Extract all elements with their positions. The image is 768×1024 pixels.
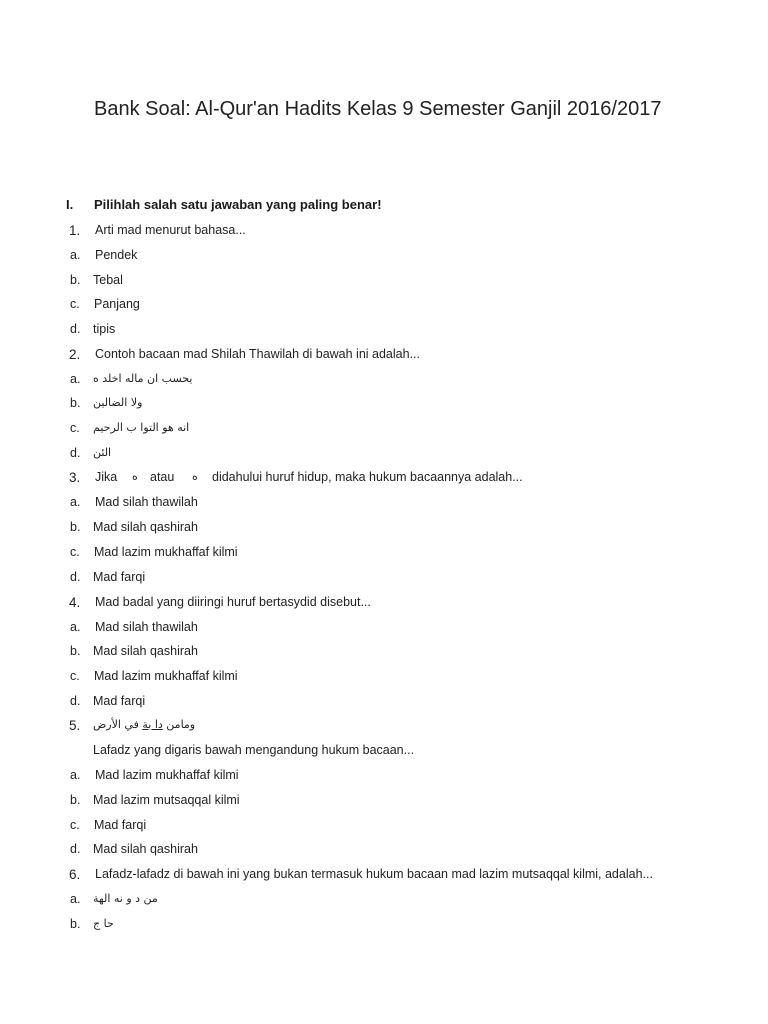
question-text: Lafadz-lafadz di bawah ini yang bukan termasuk hukum bacaan mad lazim mutsaqqal kilmi, adalah... (95, 867, 653, 881)
option-text: من د و نه الهة (93, 892, 158, 905)
option-label: d. (70, 446, 81, 460)
arabic-letter: ه (192, 470, 198, 483)
question-number: 6. (69, 867, 81, 882)
question-number: 4. (69, 595, 81, 610)
option-text: Mad silah qashirah (93, 644, 198, 658)
section-instruction: Pilihlah salah satu jawaban yang paling benar! (94, 197, 382, 212)
option-text: حا ج (93, 917, 114, 930)
arabic-verse-end: في الأرض (93, 718, 139, 731)
option-label: d. (70, 322, 81, 336)
arabic-verse-start: ومامن (166, 718, 196, 731)
question-number: 1. (69, 223, 81, 238)
option-label: a. (70, 768, 81, 782)
section-number: I. (66, 197, 74, 212)
option-text: tipis (93, 322, 116, 336)
option-label: b. (70, 396, 81, 410)
option-text: Panjang (94, 297, 140, 311)
option-text: Mad lazim mutsaqqal kilmi (93, 793, 240, 807)
option-text: يحسب ان ماله اخلد ه (93, 372, 193, 385)
option-text: Pendek (95, 248, 138, 262)
question-5-text: Lafadz yang digaris bawah mengandung hukum bacaan... (93, 743, 415, 757)
question-number: 3. (69, 470, 81, 485)
arabic-verse (93, 718, 195, 731)
option-label: b. (70, 793, 81, 807)
option-text: Mad lazim mukhaffaf kilmi (94, 669, 238, 683)
question-number: 5. (69, 718, 81, 733)
option-label: b. (70, 273, 81, 287)
document-title: Bank Soal: Al-Qur'an Hadits Kelas 9 Semester Ganjil 2016/2017 (94, 98, 662, 120)
option-text: Mad silah thawilah (95, 620, 198, 634)
option-text: ولا الضالين (93, 396, 143, 409)
option-text: Mad silah qashirah (93, 842, 198, 856)
option-text: Mad silah thawilah (95, 495, 198, 509)
option-label: d. (70, 694, 81, 708)
option-label: c. (70, 421, 80, 435)
question-text-part-2: atau (150, 470, 175, 484)
option-label: c. (70, 545, 80, 559)
arabic-underlined-word: دا بة (142, 718, 163, 731)
question-text-part-1: Jika (95, 470, 118, 484)
option-label: a. (70, 892, 81, 906)
option-text: Mad farqi (93, 570, 146, 584)
option-text: الئن (93, 446, 112, 459)
option-label: b. (70, 520, 81, 534)
option-label: b. (70, 644, 81, 658)
option-text: Mad farqi (94, 818, 147, 832)
option-text: Mad farqi (93, 694, 146, 708)
option-label: a. (70, 495, 81, 509)
option-label: b. (70, 917, 81, 931)
option-text: Tebal (93, 273, 123, 287)
option-text: انه هو التوا ب الرحيم (93, 421, 190, 434)
question-text: Arti mad menurut bahasa... (95, 223, 246, 237)
option-label: c. (70, 669, 80, 683)
option-text: Mad lazim mukhaffaf kilmi (95, 768, 239, 782)
option-text: Mad silah qashirah (93, 520, 198, 534)
arabic-letter: ه (132, 470, 138, 483)
option-label: a. (70, 372, 81, 386)
option-label: d. (70, 842, 81, 856)
option-label: d. (70, 570, 81, 584)
question-text: Mad badal yang diiringi huruf bertasydid disebut... (95, 595, 371, 609)
option-label: a. (70, 248, 81, 262)
option-label: a. (70, 620, 81, 634)
option-label: c. (70, 297, 80, 311)
question-number: 2. (69, 347, 81, 362)
question-text-part-3: didahului huruf hidup, maka hukum bacaannya adalah... (212, 470, 523, 484)
option-label: c. (70, 818, 80, 832)
question-text: Contoh bacaan mad Shilah Thawilah di bawah ini adalah... (95, 347, 420, 361)
option-text: Mad lazim mukhaffaf kilmi (94, 545, 238, 559)
